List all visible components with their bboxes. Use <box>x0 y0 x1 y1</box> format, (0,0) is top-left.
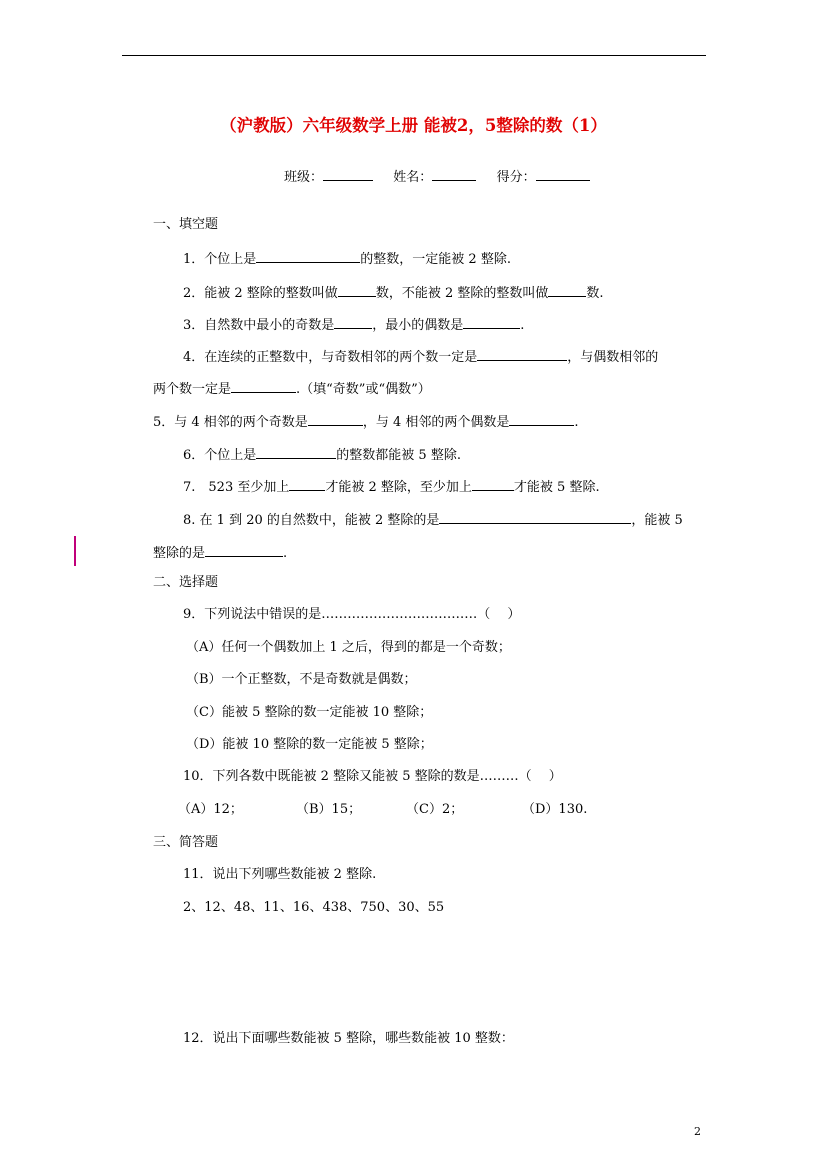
answer-blank <box>338 283 376 297</box>
option-a: （A）12； <box>178 802 243 817</box>
question-1: 1．个位上是 的整数，一定能被 2 整除. <box>183 249 511 268</box>
question-11: 11．说出下列哪些数能被 2 整除. <box>183 867 377 882</box>
answer-blank <box>548 283 586 297</box>
question-6: 6．个位上是 的整数都能被 5 整除. <box>183 445 461 464</box>
score-label: 得分： <box>496 170 536 185</box>
question-5: 5．与 4 相邻的两个奇数是 ，与 4 相邻的两个偶数是 . <box>153 412 579 431</box>
answer-blank <box>289 477 325 491</box>
name-blank <box>432 167 476 181</box>
option-d: （D）130. <box>522 802 588 817</box>
question-4: 4．在连续的正整数中，与奇数相邻的两个数一定是 ，与偶数相邻的 <box>183 347 658 366</box>
question-8: 8. 在 1 到 20 的自然数中，能被 2 整除的是 ，能被 5 <box>183 510 683 529</box>
answer-blank <box>205 543 283 557</box>
answer-blank <box>472 477 514 491</box>
answer-blank <box>477 347 567 361</box>
option-c: （C）2； <box>406 802 464 817</box>
change-bar <box>74 536 76 566</box>
student-info-line <box>284 166 590 185</box>
answer-blank <box>231 379 296 393</box>
question-12: 12．说出下面哪些数能被 5 整除，哪些数能被 10 整数： <box>183 1031 514 1046</box>
header-rule <box>122 55 706 56</box>
class-label: 班级： <box>284 170 324 185</box>
answer-blank <box>256 445 336 459</box>
answer-blank <box>439 510 631 524</box>
section-heading: 三、简答题 <box>153 835 219 850</box>
answer-blank <box>256 249 360 263</box>
option-b: （B）一个正整数，不是奇数就是偶数； <box>186 672 417 687</box>
answer-blank <box>509 412 574 426</box>
number-list: 2、12、48、11、16、438、750、30、55 <box>183 900 445 915</box>
name-label: 姓名： <box>393 170 433 185</box>
option-d: （D）能被 10 整除的数一定能被 5 整除； <box>186 737 433 752</box>
page-number: 2 <box>694 1125 701 1138</box>
option-b: （B）15； <box>296 802 362 817</box>
question-4-cont: 两个数一定是 .（填“奇数”或“偶数”） <box>153 379 431 398</box>
answer-blank <box>463 315 520 329</box>
class-blank <box>323 167 373 181</box>
section-heading: 二、选择题 <box>153 575 219 590</box>
question-7: 7. 523 至少加上 才能被 2 整除，至少加上 才能被 5 整除. <box>183 477 600 496</box>
score-blank <box>536 167 590 181</box>
option-a: （A）任何一个偶数加上 1 之后，得到的都是一个奇数； <box>186 640 511 655</box>
question-9: 9．下列说法中错误的是………………………………（ ） <box>183 607 521 622</box>
question-2: 2．能被 2 整除的整数叫做 数，不能被 2 整除的整数叫做 数. <box>183 283 604 302</box>
question-3: 3．自然数中最小的奇数是 ，最小的偶数是 . <box>183 315 524 334</box>
section-heading: 一、填空题 <box>153 217 219 232</box>
question-8-cont: 整除的是 . <box>153 543 287 562</box>
answer-blank <box>334 315 372 329</box>
answer-blank <box>308 412 363 426</box>
option-c: （C）能被 5 整除的数一定能被 10 整除； <box>186 705 433 720</box>
question-10: 10．下列各数中既能被 2 整除又能被 5 整除的数是………（ ） <box>183 769 562 784</box>
document-title: （沪教版）六年级数学上册 能被2，5整除的数（1） <box>220 116 607 135</box>
